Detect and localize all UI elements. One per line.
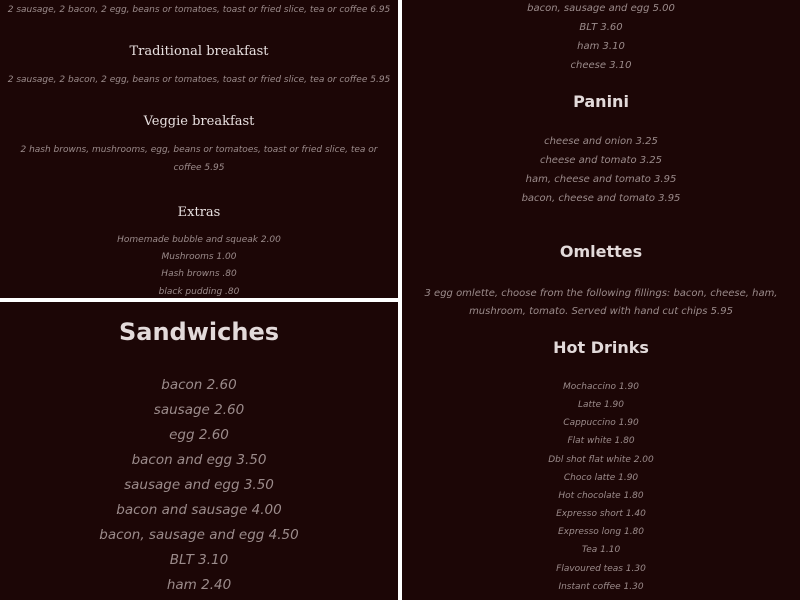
drink-item: Dbl shot flat white 2.00 bbox=[548, 455, 654, 465]
sandwich-item: bacon 2.60 bbox=[161, 377, 237, 393]
sandwiches-panel bbox=[0, 302, 398, 600]
sandwich-item: ham 2.40 bbox=[166, 577, 232, 593]
sandwich-item: sausage 2.60 bbox=[153, 402, 245, 418]
extras-heading: Extras bbox=[177, 205, 221, 220]
sandwich-item: bacon, sausage and egg 4.50 bbox=[99, 527, 299, 543]
drink-item: Choco latte 1.90 bbox=[563, 473, 639, 483]
panini-heading: Panini bbox=[573, 92, 629, 111]
breakfast-item-text: 2 sausage, 2 bacon, 2 egg, beans or tomatoes, toast or fried slice, tea or coffee 6.95 bbox=[7, 5, 391, 15]
extras-item: Hash browns .80 bbox=[161, 269, 237, 279]
panini-omlettes-drinks-panel bbox=[402, 0, 800, 600]
veggie-breakfast-desc: 2 hash browns, mushrooms, egg, beans or tomatoes, toast or fried slice, tea or coffee 5.95 bbox=[20, 145, 378, 173]
sandwich-item: bacon and egg 3.50 bbox=[131, 452, 267, 468]
panini-item: ham, cheese and tomato 3.95 bbox=[525, 174, 677, 185]
breakfast-panel bbox=[0, 0, 398, 298]
traditional-breakfast-heading: Traditional breakfast bbox=[129, 44, 269, 59]
panini-item: cheese and onion 3.25 bbox=[544, 136, 658, 147]
sandwich-item: bacon, sausage and egg 5.00 bbox=[527, 3, 675, 14]
traditional-breakfast-desc: 2 sausage, 2 bacon, 2 egg, beans or tomatoes, toast or fried slice, tea or coffee 5.95 bbox=[7, 75, 391, 85]
panini-item: cheese and tomato 3.25 bbox=[539, 155, 663, 166]
drink-item: Cappuccino 1.90 bbox=[563, 418, 639, 428]
sandwich-item: bacon and sausage 4.00 bbox=[116, 502, 282, 518]
sandwich-item: cheese 3.10 bbox=[570, 60, 632, 71]
omlettes-heading: Omlettes bbox=[559, 242, 643, 261]
drink-item: Expresso short 1.40 bbox=[556, 509, 646, 519]
sandwich-item: sausage and egg 3.50 bbox=[124, 477, 274, 493]
sandwiches-heading: Sandwiches bbox=[118, 318, 280, 346]
panini-item: bacon, cheese and tomato 3.95 bbox=[521, 193, 681, 204]
veggie-breakfast-heading: Veggie breakfast bbox=[143, 114, 255, 129]
drink-item: Flat white 1.80 bbox=[567, 436, 635, 446]
drink-item: Hot chocolate 1.80 bbox=[558, 491, 644, 501]
drink-item: Instant coffee 1.30 bbox=[558, 582, 644, 592]
extras-item: Homemade bubble and squeak 2.00 bbox=[117, 235, 281, 245]
sandwich-item: BLT 3.10 bbox=[169, 552, 229, 568]
hot-drinks-heading: Hot Drinks bbox=[553, 338, 649, 357]
drink-item: Latte 1.90 bbox=[577, 400, 625, 410]
drink-item: Expresso long 1.80 bbox=[557, 527, 645, 537]
drink-item: Mochaccino 1.90 bbox=[563, 382, 639, 392]
omlettes-desc: 3 egg omlette, choose from the following fillings: bacon, cheese, ham, mushroom, tomato. Served with hand cut chips 5.95 bbox=[424, 288, 778, 317]
extras-item: black pudding .80 bbox=[158, 287, 240, 297]
sandwich-item: ham 3.10 bbox=[577, 41, 625, 52]
sandwich-item: BLT 3.60 bbox=[579, 22, 623, 33]
drink-item: Flavoured teas 1.30 bbox=[556, 564, 646, 574]
drink-item: Tea 1.10 bbox=[581, 545, 621, 555]
extras-item: Mushrooms 1.00 bbox=[161, 252, 237, 262]
sandwich-item: egg 2.60 bbox=[169, 427, 229, 443]
